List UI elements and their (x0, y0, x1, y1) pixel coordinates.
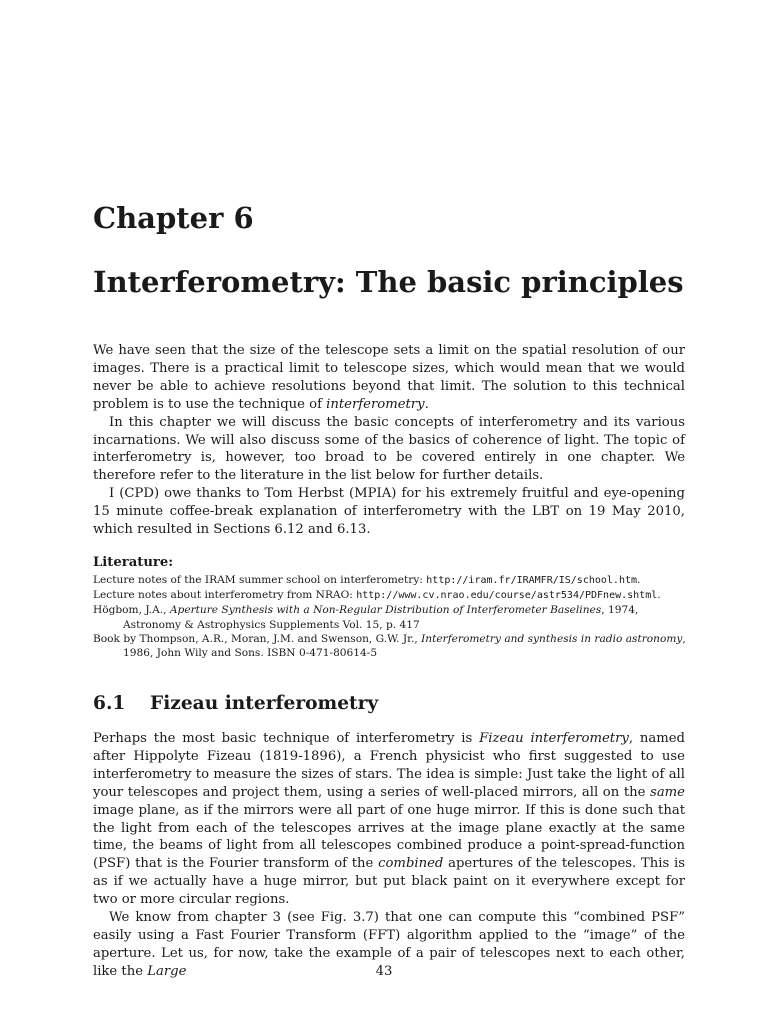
text-run: In this chapter we will discuss the basic concepts of interferometry and its various incarnations. We will also discuss some of the basics of coherence of light. The topic of interferometry is, however, too broad to be covered entirely in one chapter. We therefore refer to the literature in the list below for further details. (93, 414, 685, 484)
text-run: Perhaps the most basic technique of interferometry is (93, 731, 480, 746)
intro-paragraph-2 (93, 414, 685, 486)
text-run: Lecture notes about interferometry from NRAO: (93, 589, 357, 602)
text-run: I (CPD) owe thanks to Tom Herbst (MPIA) for his extremely fruitful and eye-opening 15 minute coffee-break explanation of interferometry with the LBT on 19 May 2010, which resulted in Sections 6.12 and 6.13. (93, 486, 685, 538)
url-text: http://www.cv.nrao.edu/course/astr534/PDFnew.shtml (356, 590, 658, 602)
text-run: . (657, 589, 661, 602)
literature-entry (93, 632, 693, 660)
text-run: image plane, as if the mirrors were all part of one huge mirror. If this is done such that the light from each of the telescopes arrives at the image plane exactly at the same time, the beams of light from all telescopes combined produce a point-spread-function (PSF) that is the Fourier transform of the (93, 802, 685, 872)
chapter-label: Chapter 6 (93, 201, 254, 235)
text-run: Book by Thompson, A.R., Moran, J.M. and Swenson, G.W. Jr., (93, 632, 422, 645)
text-run: apertures of the telescopes. This is as if we actually have a huge mirror, but put black paint on it everywhere except for two or more circular regions. (93, 856, 685, 908)
intro-paragraph-3 (93, 485, 685, 539)
literature-entry (93, 588, 693, 603)
section-body (93, 730, 685, 981)
literature-block (93, 554, 693, 660)
page-number: 43 (375, 964, 393, 979)
text-run: , 1986, John Wily and Sons. ISBN 0-471-80614-5 (123, 632, 686, 660)
url-text: http://iram.fr/IRAMFR/IS/school.htm (426, 575, 637, 586)
text-run: , 1974, Astronomy & Astrophysics Supplements Vol. 15, p. 417 (123, 604, 639, 631)
text-run: Lecture notes of the IRAM summer school on interferometry: (93, 574, 427, 586)
chapter-title: Interferometry: The basic principles (93, 265, 684, 299)
body-paragraph-1 (93, 730, 685, 909)
emphasized-text: Aperture Synthesis with a Non-Regular Distribution of Interferometer Baselines (169, 604, 602, 617)
text-run: , named after Hippolyte Fizeau (1819-1896), a French physicist who first suggested to use interferometry to measure the sizes of stars. The idea is simple: Just take the light of all your telescopes and project them, using a series of well-placed mirrors, all on the (93, 731, 685, 800)
section-number: 6.1 (93, 693, 126, 714)
emphasized-text: same (650, 784, 685, 800)
text-run: . (424, 396, 429, 412)
section-title: Fizeau interferometry (150, 693, 379, 714)
text-run: We have seen that the size of the telescope sets a limit on the spatial resolution of our images. There is a practical limit to telescope sizes, which would mean that we would never be able to achieve resolutions beyond that limit. The solution to this technical problem is to use the technique of (93, 343, 685, 412)
text-run: Högbom, J.A., (93, 604, 170, 617)
section-heading (93, 690, 378, 718)
intro-paragraph-1 (93, 342, 685, 414)
literature-entry (93, 603, 693, 631)
text-run: . (637, 574, 641, 586)
text-run: We know from chapter 3 (see Fig. 3.7) that one can compute this “combined PSF” easily using a Fast Fourier Transform (FFT) algorithm applied to the “image” of the aperture. Let us, for now, take the example of a pair of telescopes next to each other, like the (93, 910, 685, 979)
emphasized-text: interferometry (326, 396, 425, 412)
emphasized-text: Large (147, 963, 187, 979)
literature-heading: Literature: (93, 555, 174, 570)
emphasized-text: combined (378, 856, 444, 872)
literature-entry (93, 573, 693, 588)
intro-text (93, 342, 685, 539)
emphasized-text: Fizeau interferometry (479, 731, 629, 746)
emphasized-text: Interferometry and synthesis in radio astronomy (421, 632, 683, 645)
